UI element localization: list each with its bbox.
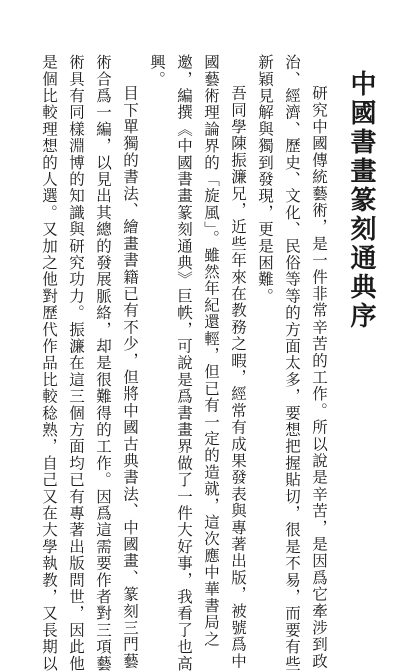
text-column: 目下單獨的書法、繪畫書籍已有不少，但將中國古典書法、中國畫、篆刻三門藝 [121,85,139,670]
text-column: 治、經濟、歷史、文化、民俗等等的方面太多，要想把握貼切，很是不易，而要有些 [283,54,301,672]
text-column: 術合爲一編，以見出其總的發展脈絡，却是很難得的工作。因爲這需要作者對三項藝 [94,54,112,672]
text-column: 是個比較理想的人選。又加之他對歷代作品比較稔熟，自己又在大學執教，又長期以 [40,54,58,672]
text-column: 吾同學陳振濂兄，近些年來在教務之暇，經常有成果發表與專著出版，被號爲中 [229,85,247,670]
text-column: 邀，編撰《中國書畫篆刻通典》巨帙，可說是爲書畫界做了一件大好事，我看了也高 [175,54,193,672]
page-title: 中國書畫篆刻通典序 [346,70,376,331]
text-column: 研究中國傳統藝術，是一件非常辛苦的工作。所以說是辛苦，是因爲它牽涉到政 [310,85,328,670]
text-column: 新穎見解與獨到發現，更是困難。 [256,54,274,305]
text-column: 國藝術理論界的「旋風」。雖然年紀還輕，但已有一定的造就，這次應中華書局之 [202,54,220,648]
text-column: 術具有同樣淵博的知識與研究功力。振濂在這三個方面均已有專著出版問世，因此他 [67,54,85,672]
text-columns [29,54,326,672]
text-column: 興。 [148,54,166,88]
